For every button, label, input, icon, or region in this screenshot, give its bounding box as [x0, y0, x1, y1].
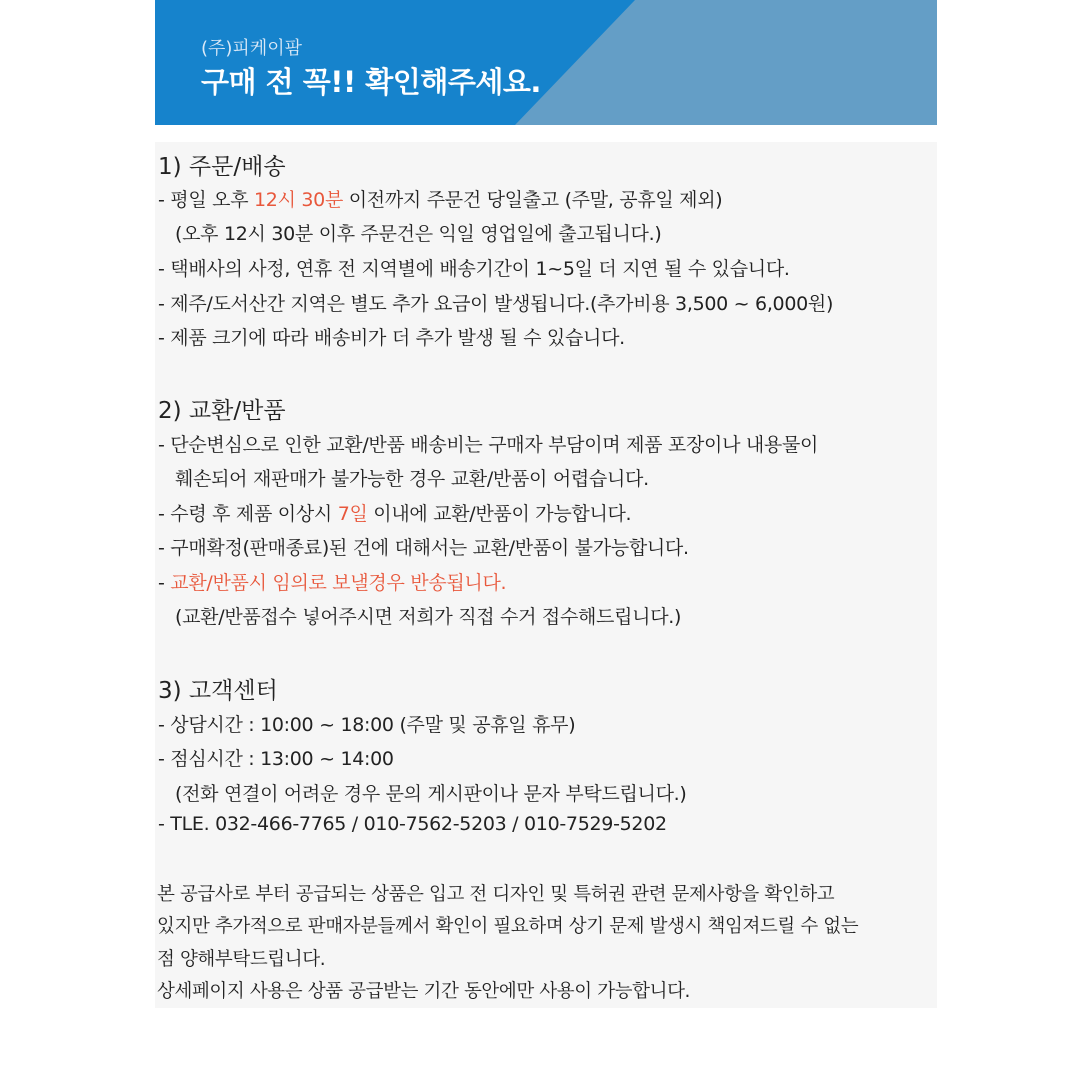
shipping-line-5: - 제품 크기에 따라 배송비가 더 추가 발생 될 수 있습니다.	[158, 327, 625, 349]
shipping-line-4: - 제주/도서산간 지역은 별도 추가 요금이 발생됩니다.(추가비용 3,500 ~ 6,000원)	[158, 293, 834, 315]
shipping-line-3: - 택배사의 사정, 연휴 전 지역별에 배송기간이 1~5일 더 지연 될 수 있습니다.	[158, 258, 790, 280]
returns-line-2: 훼손되어 재판매가 불가능한 경우 교환/반품이 어렵습니다.	[175, 468, 649, 490]
returns-line-5	[158, 568, 506, 595]
text-segment: - 수령 후 제품 이상시	[158, 503, 338, 525]
header-banner	[155, 0, 937, 125]
shipping-line-2: (오후 12시 30분 이후 주문건은 익일 영업일에 출고됩니다.)	[175, 223, 662, 245]
section-title-returns: 2) 교환/반품	[158, 398, 286, 424]
cs-line-1: - 상담시간 : 10:00 ~ 18:00 (주말 및 공휴일 휴무)	[158, 714, 576, 736]
shipping-line-1	[158, 185, 722, 212]
page-title: 구매 전 꼭!! 확인해주세요.	[201, 65, 541, 99]
cs-line-2: - 점심시간 : 13:00 ~ 14:00	[158, 748, 394, 770]
cs-line-3: (전화 연결이 어려운 경우 문의 게시판이나 문자 부탁드립니다.)	[175, 783, 687, 805]
info-panel	[155, 142, 937, 1008]
text-segment: -	[158, 572, 171, 594]
section-title-customer-center: 3) 고객센터	[158, 678, 278, 704]
highlight-days: 7일	[337, 503, 368, 525]
notice-line-3: 점 양해부탁드립니다.	[157, 949, 326, 970]
returns-line-3	[158, 499, 631, 526]
returns-line-1: - 단순변심으로 인한 교환/반품 배송비는 구매자 부담이며 제품 포장이나 내용물이	[158, 434, 819, 456]
returns-line-4: - 구매확정(판매종료)된 건에 대해서는 교환/반품이 불가능합니다.	[158, 537, 689, 559]
text-segment: 이전까지 주문건 당일출고 (주말, 공휴일 제외)	[343, 189, 723, 211]
text-segment: - 평일 오후	[158, 189, 254, 211]
cs-phone-line: - TLE. 032-466-7765 / 010-7562-5203 / 010-7529-5202	[158, 813, 667, 835]
text-segment: 이내에 교환/반품이 가능합니다.	[367, 503, 632, 525]
notice-line-2: 있지만 추가적으로 판매자분들께서 확인이 필요하며 상기 문제 발생시 책임져드릴 수 없는	[157, 916, 859, 937]
highlight-warning: 교환/반품시 임의로 보낼경우 반송됩니다.	[170, 572, 507, 594]
notice-line-4: 상세페이지 사용은 상품 공급받는 기간 동안에만 사용이 가능합니다.	[157, 981, 691, 1002]
company-name: (주)피케이팜	[201, 38, 302, 59]
returns-line-6: (교환/반품접수 넣어주시면 저희가 직접 수거 접수해드립니다.)	[175, 606, 682, 628]
highlight-cutoff-time: 12시 30분	[254, 189, 344, 211]
notice-line-1: 본 공급사로 부터 공급되는 상품은 입고 전 디자인 및 특허권 관련 문제사항을 확인하고	[157, 884, 835, 905]
section-title-shipping: 1) 주문/배송	[158, 154, 286, 180]
